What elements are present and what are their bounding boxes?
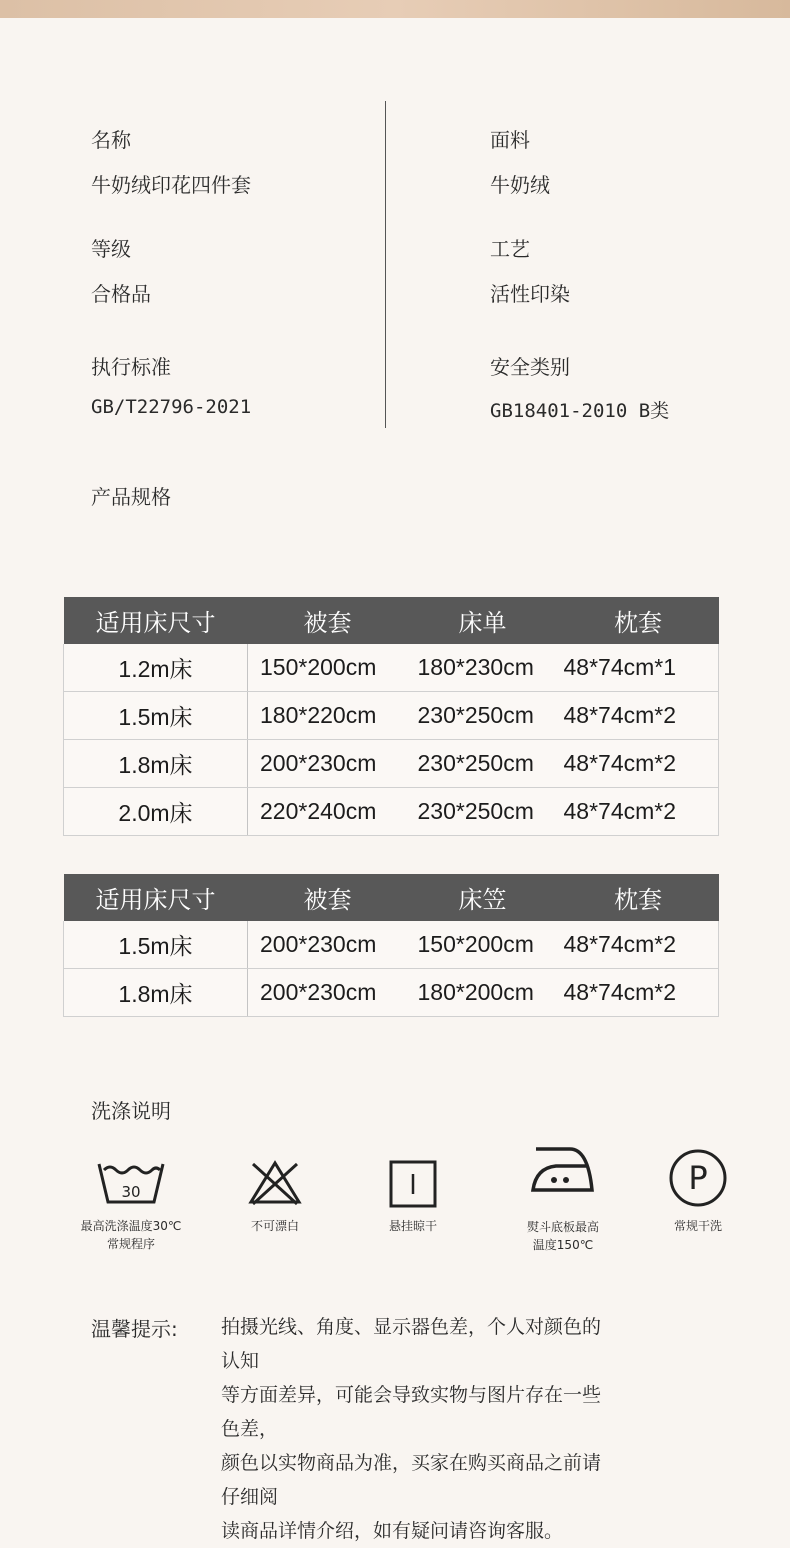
care-text: 不可漂白 (250, 1219, 299, 1233)
table-header-cell: 床笠 (408, 874, 558, 921)
table-cell: 1.5m床 (64, 921, 248, 969)
table-header-cell: 枕套 (558, 874, 719, 921)
top-photo-strip (0, 0, 790, 18)
spec-value: GB18401-2010 B类 (490, 400, 670, 422)
table-cell: 2.0m床 (64, 788, 248, 836)
table-cell: 48*74cm*2 (558, 692, 719, 740)
tip-text (221, 1310, 601, 1548)
spec-label: 等级 (91, 237, 131, 261)
care-iron (505, 1146, 621, 1254)
table-row (64, 644, 719, 692)
care-text: 常规程序 (106, 1237, 155, 1251)
spec-label: 名称 (91, 128, 131, 152)
care-text: 常规干洗 (673, 1219, 722, 1233)
care-text: 熨斗底板最高 (526, 1220, 599, 1234)
hang-dry-icon (388, 1158, 438, 1208)
spec-divider (385, 101, 386, 428)
spec-label: 面料 (490, 128, 530, 152)
wash-tub-30-icon (96, 1158, 166, 1206)
spec-grade (91, 233, 151, 307)
table-cell: 200*230cm (248, 921, 408, 969)
spec-value: GB/T22796-2021 (91, 396, 252, 418)
care-bleach (232, 1158, 318, 1235)
spec-value: 牛奶绒 (490, 173, 550, 197)
spec-fabric (490, 124, 550, 198)
size-table-sheet (63, 597, 719, 836)
care-dry (373, 1158, 453, 1235)
table-cell: 1.2m床 (64, 644, 248, 692)
table-cell: 150*200cm (408, 921, 558, 969)
table-header-cell: 床单 (408, 597, 558, 644)
dry-clean-letter: P (688, 1159, 708, 1197)
table-cell: 180*220cm (248, 692, 408, 740)
table-cell: 180*200cm (408, 969, 558, 1017)
care-text: 温度150℃ (532, 1238, 594, 1252)
table-header-cell: 被套 (248, 597, 408, 644)
table-header-row (64, 874, 719, 921)
spec-value: 合格品 (91, 282, 151, 306)
table-row (64, 788, 719, 836)
table-cell: 48*74cm*1 (558, 644, 719, 692)
table-cell: 230*250cm (408, 692, 558, 740)
spec-name (91, 124, 251, 198)
table-row (64, 692, 719, 740)
iron-medium-icon (530, 1146, 596, 1194)
table-cell: 48*74cm*2 (558, 788, 719, 836)
table-cell: 48*74cm*2 (558, 921, 719, 969)
table-cell: 230*250cm (408, 788, 558, 836)
table-cell: 48*74cm*2 (558, 969, 719, 1017)
table-row (64, 740, 719, 788)
care-wash (78, 1158, 184, 1253)
tip-line: 拍摄光线、角度、显示器色差，个人对颜色的认知 (221, 1316, 602, 1372)
table-cell: 1.8m床 (64, 969, 248, 1017)
tip-line: 等方面差异，可能会导致实物与图片存在一些色差， (221, 1384, 602, 1440)
size-table-fitted (63, 874, 719, 1017)
spec-section-title: 产品规格 (91, 485, 171, 509)
table-cell: 48*74cm*2 (558, 740, 719, 788)
table-cell: 150*200cm (248, 644, 408, 692)
table-header-cell: 适用床尺寸 (64, 597, 248, 644)
table-header-cell: 枕套 (558, 597, 719, 644)
table-cell: 200*230cm (248, 740, 408, 788)
spec-safety (490, 351, 669, 423)
table-header-row (64, 597, 719, 644)
table-header-cell: 被套 (248, 874, 408, 921)
spec-label: 工艺 (490, 237, 530, 261)
spec-value: 牛奶绒印花四件套 (91, 173, 251, 197)
spec-label: 安全类别 (490, 355, 570, 379)
spec-standard (91, 351, 251, 418)
table-cell: 200*230cm (248, 969, 408, 1017)
table-header-cell: 适用床尺寸 (64, 874, 248, 921)
care-section-title: 洗涤说明 (91, 1099, 171, 1123)
dry-clean-p-icon (668, 1148, 728, 1208)
table-row (64, 969, 719, 1017)
table-cell: 180*230cm (408, 644, 558, 692)
wash-temp-label: 30 (121, 1183, 141, 1201)
spec-label: 执行标准 (91, 355, 171, 379)
table-cell: 1.5m床 (64, 692, 248, 740)
care-dryclean (660, 1148, 736, 1235)
tip-line: 读商品详情介绍，如有疑问请咨询客服。 (221, 1520, 564, 1542)
tip-label: 温馨提示: (91, 1317, 178, 1341)
no-bleach-icon (247, 1158, 303, 1206)
spec-value: 活性印染 (490, 282, 570, 306)
table-cell: 220*240cm (248, 788, 408, 836)
care-text: 悬挂晾干 (388, 1219, 437, 1233)
table-cell: 1.8m床 (64, 740, 248, 788)
table-cell: 230*250cm (408, 740, 558, 788)
care-text: 最高洗涤温度30℃ (80, 1219, 182, 1233)
table-row (64, 921, 719, 969)
tip-line: 颜色以实物商品为准，买家在购买商品之前请仔细阅 (221, 1452, 602, 1508)
spec-process (490, 233, 570, 307)
